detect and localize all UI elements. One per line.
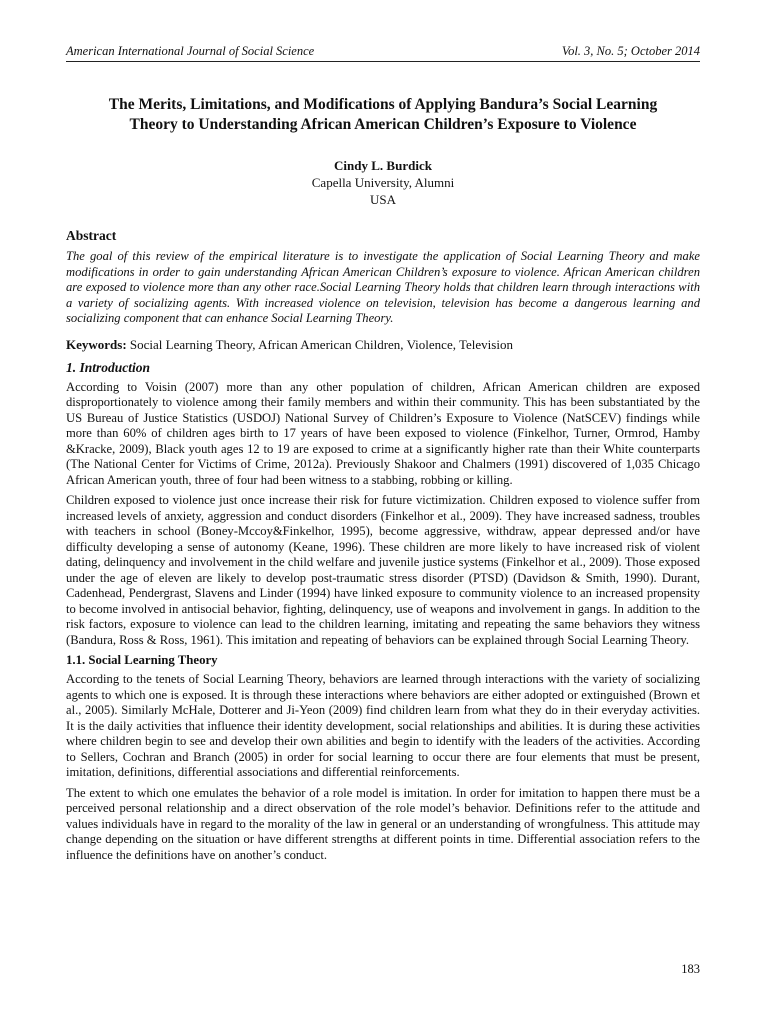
author-name: Cindy L. Burdick [334,158,432,173]
introduction-paragraph-1: According to Voisin (2007) more than any other population of children, African American children are exposed disproportionately to violence among their family members and within their community. This has been substantiated by the US Bureau of Justice Statistics (USDOJ) National Survey of Children’s Exposure to Violence (NatSCEV) findings while more than 60% of children ages birth to 17 years of have been exposed to violence (Finkelhor, Turner, Ormrod, Hamby &Kracke, 2009), Black youth ages 12 to 19 are exposed to crime at a significantly higher rate than their White counterparts (The National Center for Victims of Crime, 2012a). Previously Shakoor and Chalmers (1991) discovered of 1,035 Chicago African American youth, three of four had been witness to a stabbing, robbing or killing. [66,379,700,487]
page-number: 183 [681,962,700,976]
issue-info: Vol. 3, No. 5; October 2014 [561,44,700,58]
abstract-text: The goal of this review of the empirical literature is to investigate the application of Social Learning Theory and make modifications in order to gain understanding African American Children’s exposure to violence. African American children are exposed to violence more than any other race.Social Learning Theory holds that children learn through interactions with a variety of socializing agents. With increased violence on television, television has become a dangerous learning and socializing component that can enhance Social Learning Theory. [66,249,700,325]
introduction-heading: 1. Introduction [66,359,151,375]
social-learning-theory-heading: 1.1. Social Learning Theory [66,653,218,667]
page-body [66,44,700,863]
paper-title-line-1: The Merits, Limitations, and Modifications of Applying Bandura’s Social Learning [108,96,658,113]
abstract-heading: Abstract [66,228,117,243]
paper-title-line-2: Theory to Understanding African American Children’s Exposure to Violence [129,116,637,133]
keywords-line [66,336,700,353]
social-learning-paragraph-1: According to the tenets of Social Learning Theory, behaviors are learned through interactions with the variety of socializing agents to which one is exposed. It is through these interactions where behaviors are either adopted or extinguished (Brown et al., 2005). Similarly McHale, Dotterer and Ji-Yeon (2009) find children learn from what they do in their everyday activities. It is the daily activities that influence their identity development, social relationships and abilities. It is during these activities where children begin to see and develop their own abilities and begin to identify with the leaders of the activities. According to Sellers, Cochran and Branch (2005) in order for social learning to occur there are four elements that must be present, imitation, definitions, differential associations and differential reinforcements. [66,672,700,779]
author-country: USA [369,192,396,207]
author-affiliation: Capella University, Alumni [311,175,455,190]
keywords-label: Keywords: [66,336,127,352]
author-block [66,157,700,208]
social-learning-paragraph-2: The extent to which one emulates the behavior of a role model is imitation. In order for imitation to happen there must be a perceived personal relationship and a direct observation of the role model’s behavior. Definitions refer to the attitude and values individuals have in regard to the morality of the law in general or an understanding of wrongfulness. This attitude may change depending on the situation or have different strengths at different points in time. Differential association refers to the influence the definitions have on another’s conduct. [66,785,700,862]
keywords-text: Social Learning Theory, African American Children, Violence, Television [126,336,513,352]
paper-title [66,95,700,135]
running-head [66,44,700,62]
introduction-paragraph-2: Children exposed to violence just once increase their risk for future victimization. Children exposed to violence suffer from increased levels of anxiety, aggression and conduct disorders (Finkelhor et al., 2009). They have increased sadness, troubles with teachers in school (Boney-Mccoy&Finkelhor, 1995), become aggressive, withdraw, appear depressed and/or have difficulty developing a sense of autonomy (Keane, 1996). These children are more likely to have increased risk of violent dating, delinquency and involvement in the child welfare and juvenile justice systems (Finkelhor et al., 2009). Those exposed under the age of eleven are likely to develop post-traumatic stress disorder (PTSD) (Davidson & Smith, 1990). Durant, Cadenhead, Pendergrast, Slavens and Linder (1994) have linked exposure to community violence to an increased propensity to become involved in antisocial behavior, fighting, delinquency, use of weapons and involvement in gangs. In addition to the risk factors, exposure to violence can lead to the children learning, imitating and repeating the same behaviors they witness (Bandura, Ross & Ross, 1961). This imitation and repeating of behaviors can be explained through Social Learning Theory. [66,493,700,647]
journal-name: American International Journal of Social Science [66,44,315,58]
